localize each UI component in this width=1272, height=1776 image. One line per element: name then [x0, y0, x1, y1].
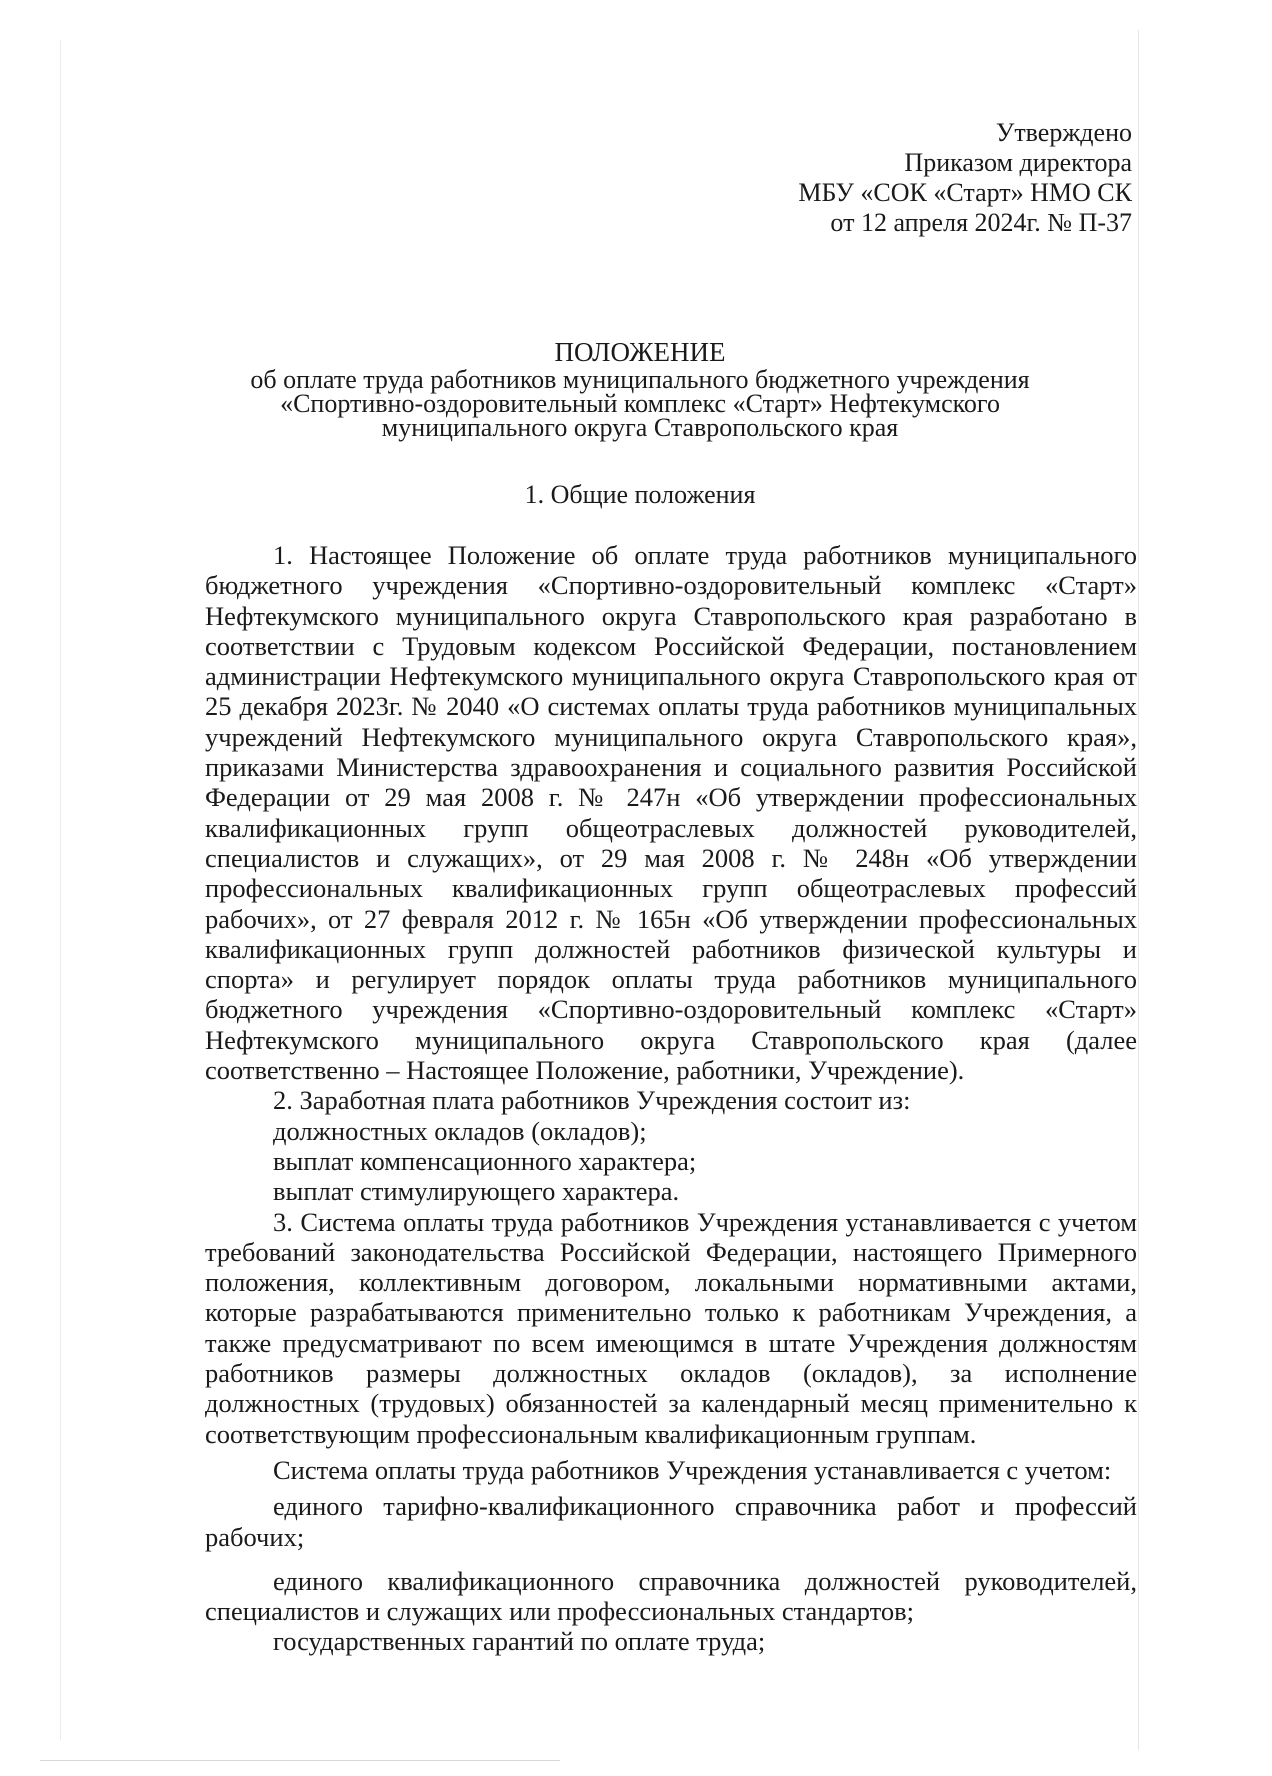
approval-line: МБУ «СОК «Старт» НМО СК	[798, 178, 1132, 207]
approval-line: от 12 апреля 2024г. № П-37	[830, 208, 1132, 237]
document-subtitle: об оплате труда работников муниципального бюджетного учреждения	[250, 365, 1030, 394]
paragraph-4: Система оплаты труда работников Учреждения устанавливается с учетом:	[273, 1454, 1112, 1485]
paragraph-2: 2. Заработная плата работников Учреждения состоит из:	[273, 1085, 911, 1116]
scan-bottom-line	[40, 1760, 560, 1761]
scan-edge-right	[1138, 30, 1139, 1750]
approval-line: Приказом директора	[904, 148, 1132, 177]
document-body	[205, 540, 1137, 1657]
list-item: выплат стимулирующего характера.	[273, 1176, 680, 1207]
scan-edge-left	[60, 40, 61, 1740]
list-item: государственных гарантий по оплате труда;	[273, 1626, 766, 1657]
section-heading: 1. Общие положения	[524, 480, 756, 509]
approval-line: Утверждено	[995, 118, 1132, 147]
list-item: выплат компенсационного характера;	[273, 1145, 697, 1176]
document-title-block	[200, 337, 1080, 442]
document-title: ПОЛОЖЕНИЕ	[554, 337, 726, 367]
paragraph-1: 1. Настоящее Положение об оплате труда работников муниципального бюджетного учреждения «Спортивно-оздоровительный комплекс «Старт» Нефтекумского муниципального округа Ставропольского края разработано в соответствии с Трудовым кодексом Российской Федерации, постановлением администрации Нефтекумского муниципального округа Ставропольского края от 25 декабря 2023г. № 2040 «О системах оплаты труда работников муниципальных учреждений Нефтекумского муниципального округа Ставропольского края», приказами Министерства здравоохранения и социального развития Российской Федерации от 29 мая 2008 г. № 247н «Об утверждении профессиональных квалификационных групп общеотраслевых должностей руководителей, специалистов и служащих», от 29 мая 2008 г. № 248н «Об утверждении профессиональных квалификационных групп общеотраслевых профессий рабочих», от 27 февраля 2012 г. № 165н «Об утверждении профессиональных квалификационных групп должностей работников физической культуры и спорта» и регулирует порядок оплаты труда работников муниципального бюджетного учреждения «Спортивно-оздоровительный комплекс «Старт» Нефтекумского муниципального округа Ставропольского края (далее соответственно – Настоящее Положение, работники, Учреждение).	[205, 540, 1137, 1086]
paragraph-3: 3. Система оплаты труда работников Учреждения устанавливается с учетом требований законодательства Российской Федерации, настоящего Примерного положения, коллективным договором, локальными нормативными актами, которые разрабатываются применительно только к работникам Учреждения, а также предусматривают по всем имеющимся в штате Учреждения должностям работников размеры должностных окладов (окладов), за исполнение должностных (трудовых) обязанностей за календарный месяц применительно к соответствующим профессиональным квалификационным группам.	[205, 1206, 1137, 1449]
list-item: единого тарифно-квалификационного справочника работ и профессий рабочих;	[205, 1491, 1137, 1552]
list-item: единого квалификационного справочника должностей руководителей, специалистов и служащих или профессиональных стандартов;	[205, 1565, 1137, 1627]
approval-block	[798, 118, 1132, 238]
document-subtitle: «Спортивно-оздоровительный комплекс «Старт» Нефтекумского	[280, 389, 1000, 418]
list-item: должностных окладов (окладов);	[273, 1115, 647, 1146]
document-subtitle: муниципального округа Ставропольского края	[381, 413, 899, 442]
